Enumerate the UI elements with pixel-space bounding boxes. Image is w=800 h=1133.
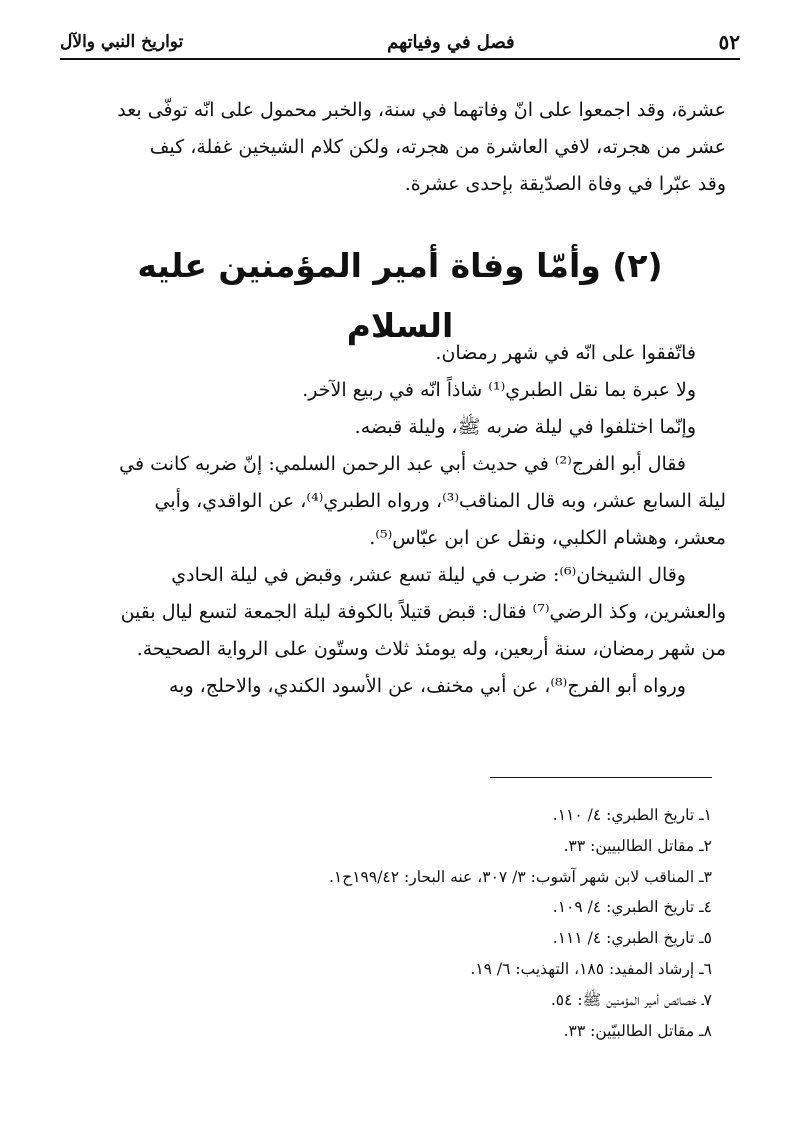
- text-line: من شهر رمضان، سنة أربعين، وله يومئذ ثلاث وستّون على الرواية الصحيحة.: [136, 638, 726, 660]
- text-line: ليلة السابع عشر، وبه قال المناقب⁽³⁾، ورواه الطبري⁽⁴⁾، عن الواقدي، وأبي: [154, 490, 726, 512]
- chapter-title: فصل في وفياتهم: [387, 31, 515, 53]
- page-number: ٥٢: [718, 30, 740, 54]
- footnote: ٨ـ مقاتل الطالبيّين: ٣٣.: [563, 1021, 712, 1040]
- footnote-separator: [490, 777, 712, 778]
- footnote: ٥ـ تاريخ الطبري: ٤/ ١١١.: [552, 929, 712, 948]
- intro-paragraph: [72, 92, 726, 203]
- paragraph: وإنّما اختلفوا في ليلة ضربه ﷺ، وليلة قبضه.: [354, 416, 696, 438]
- text-line: وقد عبّرا في وفاة الصدّيقة بإحدى عشرة.: [404, 173, 726, 195]
- section-heading: (٢) وأمّا وفاة أمير المؤمنين عليه السلام: [137, 246, 663, 345]
- paragraph: ورواه أبو الفرج⁽⁸⁾، عن أبي مخنف، عن الأسود الكندي، والاحلج، وبه: [168, 675, 686, 697]
- book-title: تواريخ النبي والآل: [60, 32, 184, 52]
- paragraph: فاتّفقوا على انّه في شهر رمضان.: [435, 342, 696, 364]
- text-line: معشر، وهشام الكلبي، ونقل عن ابن عبّاس⁽⁵⁾.: [369, 527, 726, 549]
- text-line: فقال أبو الفرج⁽²⁾ في حديث أبي عبد الرحمن السلمي: إنّ ضربه كانت في: [119, 453, 686, 475]
- footnote: ١ـ تاريخ الطبري: ٤/ ١١٠.: [552, 806, 712, 824]
- body-text: [72, 335, 726, 705]
- running-header: [60, 26, 740, 60]
- text-line: عشرة، وقد اجمعوا على انّ وفاتهما في سنة، والخبر محمول على انّه توفّى بعد: [117, 99, 726, 121]
- footnote: ٣ـ المناقب لابن شهر آشوب: ٣/ ٣٠٧، عنه البحار: ١٩٩/٤٢ح١.: [328, 867, 712, 886]
- footnote: ٤ـ تاريخ الطبري: ٤/ ١٠٩.: [552, 898, 712, 917]
- footnote: ٧ـ خصائص أمير المؤمنين ﷺ: ٥٤.: [550, 990, 712, 1009]
- paragraph: ولا عبرة بما نقل الطبري⁽¹⁾ شاذاً انّه في ربيع الآخر.: [302, 379, 696, 401]
- footnote: ٢ـ مقاتل الطالبيين: ٣٣.: [563, 836, 712, 855]
- footnotes-list: [200, 800, 712, 1046]
- text-line: وقال الشيخان⁽⁶⁾: ضرب في ليلة تسع عشر، وقبض في ليلة الحادي: [171, 564, 686, 586]
- footnote: ٦ـ إرشاد المفيد: ١٨٥، التهذيب: ٦/ ١٩.: [470, 959, 712, 978]
- text-line: والعشرين، وكذ الرضي⁽⁷⁾ فقال: قبض قتيلاً بالكوفة ليلة الجمعة لتسع ليال بقين: [120, 601, 726, 623]
- text-line: عشر من هجرته، لافي العاشرة من هجرته، ولكن كلام الشيخين غفلة، كيف: [149, 136, 726, 158]
